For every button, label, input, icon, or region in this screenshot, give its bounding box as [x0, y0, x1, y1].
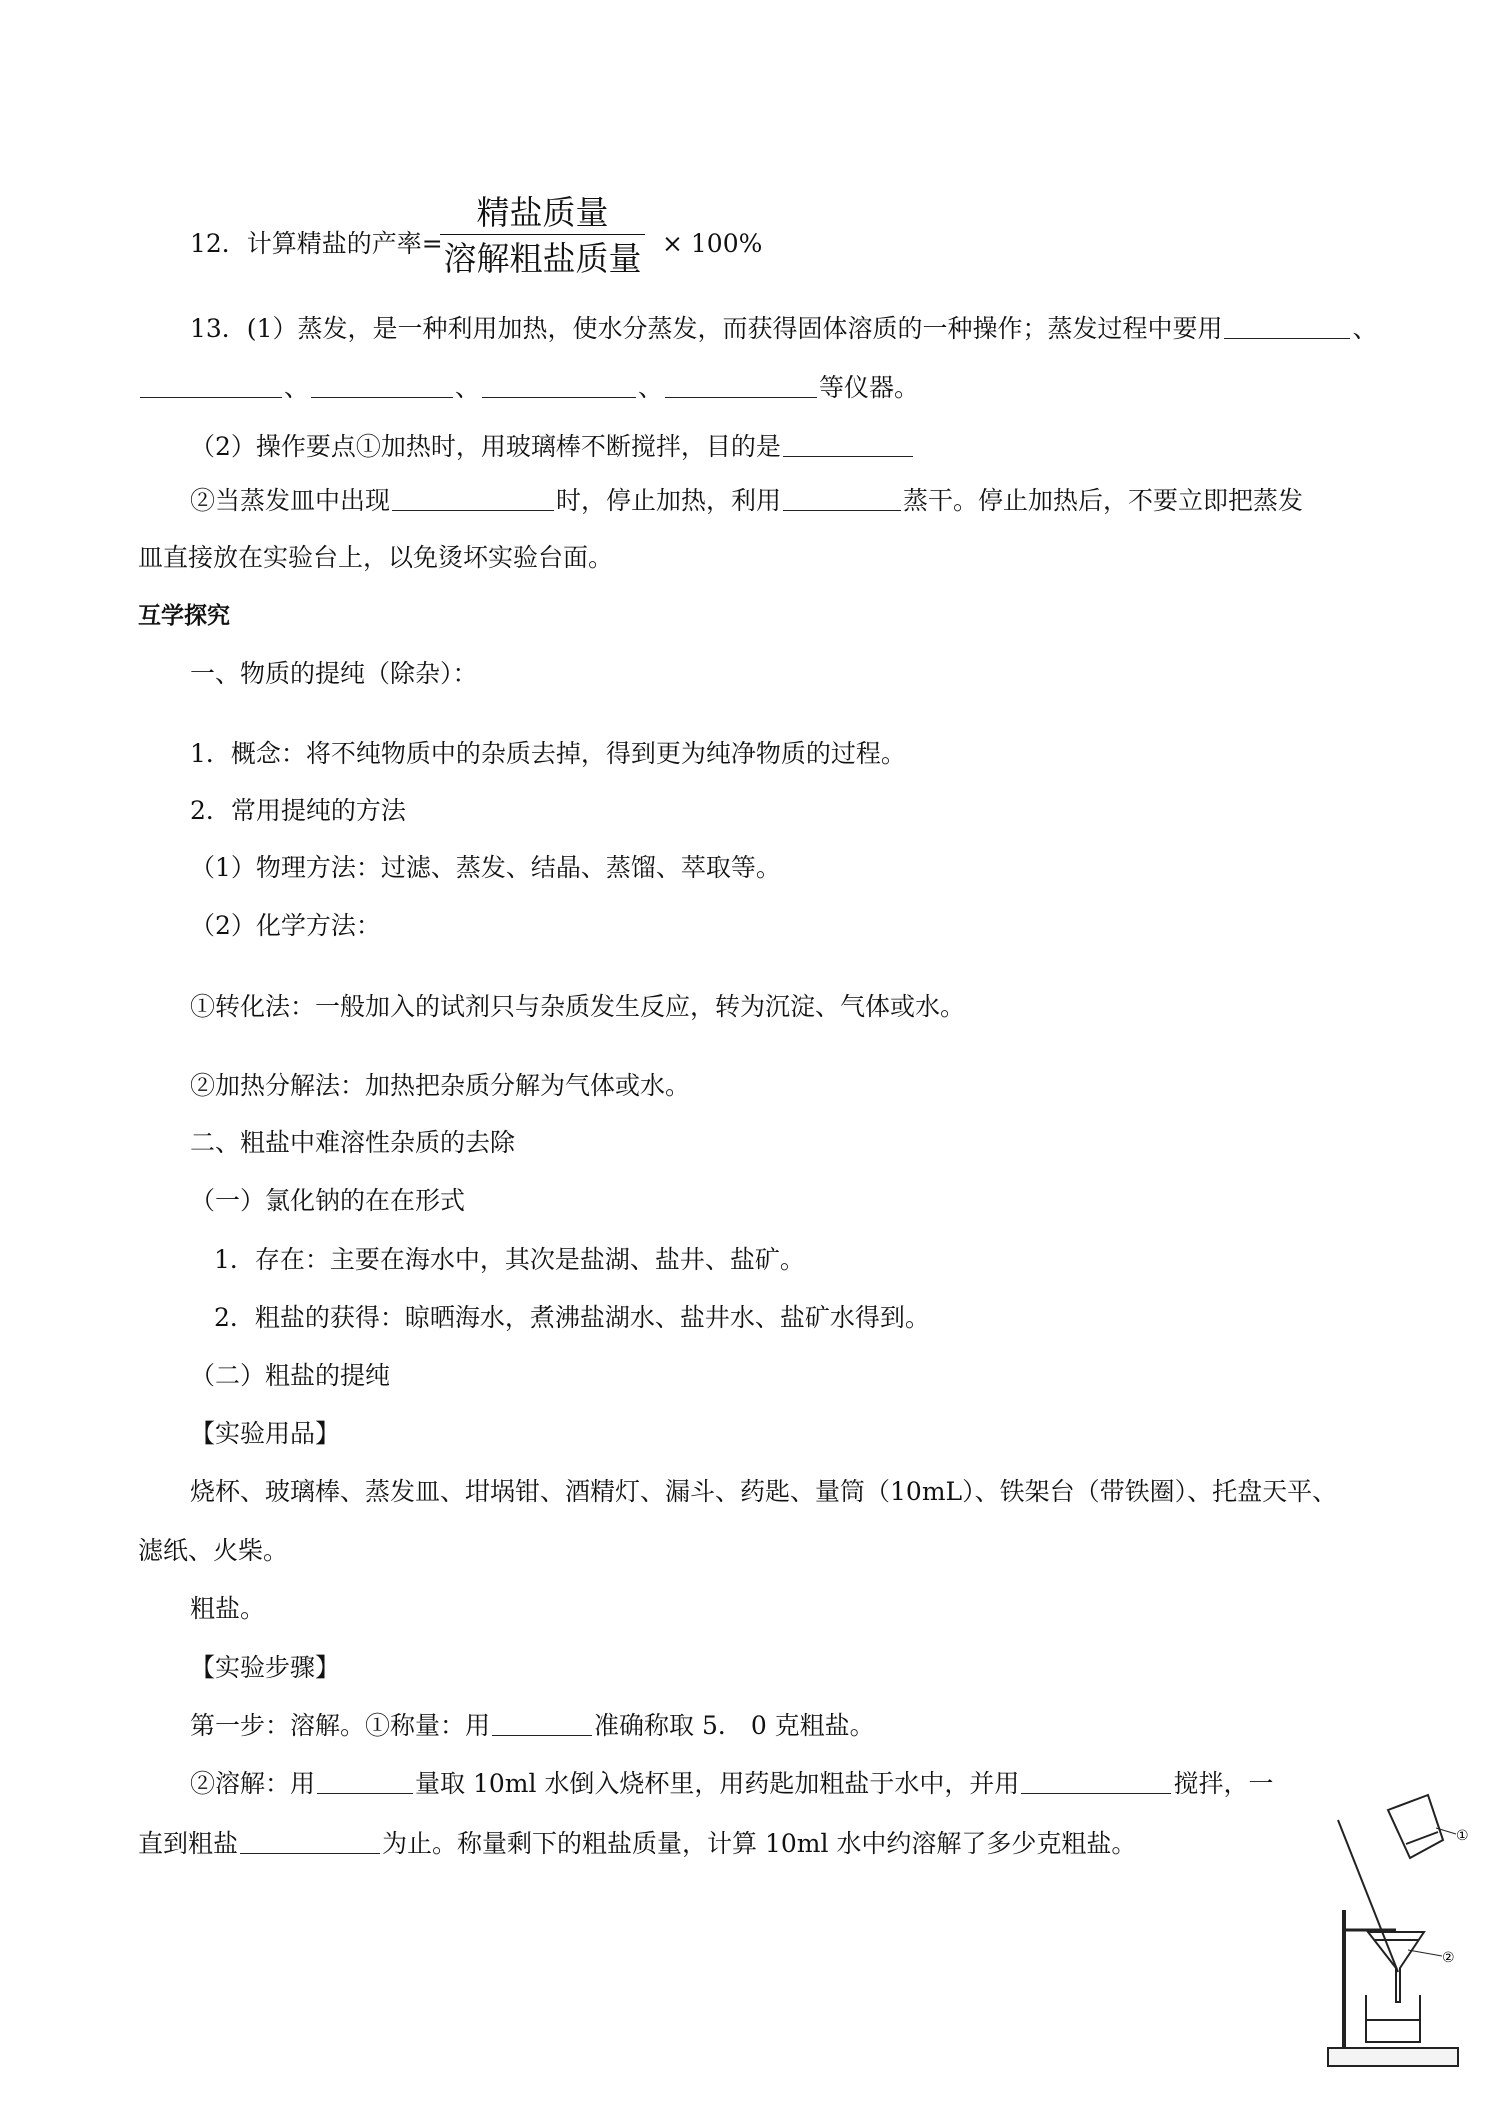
blank: [492, 1734, 592, 1736]
q13-p3-line2: 皿直接放在实验台上，以免烫坏实验台面。: [138, 543, 614, 572]
step1: [190, 1713, 875, 1738]
blank: [392, 509, 554, 511]
punct: 、: [638, 373, 664, 402]
receiving-beaker: [1366, 1995, 1420, 2042]
q13-line2: [138, 375, 919, 400]
blank: [1021, 1792, 1171, 1794]
fraction-bar: [440, 234, 645, 235]
s1-physical: （1）物理方法：过滤、蒸发、结晶、蒸馏、萃取等。: [190, 853, 781, 882]
blank: [783, 509, 901, 511]
s1-title: 一、物质的提纯（除杂）：: [190, 659, 478, 688]
blank: [317, 1792, 413, 1794]
s1-convert: ①转化法：一般加入的试剂只与杂质发生反应，转为沉淀、气体或水。: [190, 992, 966, 1021]
q13-p3: [190, 488, 1303, 513]
blank: [240, 1852, 380, 1854]
yield-fraction: [440, 193, 645, 278]
s2-title: 二、粗盐中难溶性杂质的去除: [190, 1128, 516, 1157]
q12-suffix: × 100%: [662, 229, 763, 258]
step1-b: 准确称取 5． 0 克粗盐。: [594, 1711, 875, 1740]
step1-a: 第一步：溶解。①称量：用: [190, 1711, 491, 1740]
steps-title: 【实验步骤】: [190, 1653, 341, 1682]
items-line2: 滤纸、火柴。: [138, 1536, 289, 1565]
punct: 、: [455, 373, 481, 402]
s1-chemical: （2）化学方法：: [190, 911, 381, 940]
blank: [665, 396, 817, 398]
blank: [783, 455, 913, 457]
fraction-numerator: 精盐质量: [476, 193, 609, 232]
glass-rod: [1338, 1820, 1398, 1972]
salt: 粗盐。: [190, 1594, 266, 1623]
dissolve-b: 量取 10ml 水倒入烧杯里，用药匙加粗盐于水中，并用: [415, 1769, 1020, 1798]
q13-p1-text: 13．(1）蒸发，是一种利用加热，使水分蒸发，而获得固体溶质的一种操作；蒸发过程中要用: [190, 314, 1223, 343]
punct: 、: [284, 373, 310, 402]
pouring-beaker: [1388, 1795, 1443, 1858]
dissolve-line2: [138, 1831, 1136, 1856]
q12-prefix: 12．计算精盐的产率=: [190, 229, 443, 258]
q13-p3-b: 时，停止加热，利用: [556, 486, 782, 515]
blank: [482, 396, 636, 398]
fraction-denominator: 溶解粗盐质量: [443, 239, 642, 278]
s1-decompose: ②加热分解法：加热把杂质分解为气体或水。: [190, 1071, 691, 1100]
q13-p2-text: （2）操作要点①加热时，用玻璃棒不断搅拌，目的是: [190, 432, 781, 461]
funnel: [1368, 1932, 1424, 2002]
blank: [1224, 337, 1350, 339]
punct: 、: [1352, 314, 1378, 343]
filtration-apparatus-figure: [1318, 1780, 1470, 2090]
label-2: ②: [1442, 1950, 1455, 1966]
section-title: 互学探究: [138, 603, 230, 629]
q13-p2: [190, 434, 915, 459]
label-1: ①: [1456, 1828, 1469, 1844]
s2-sub1: （一）氯化钠的在在形式: [190, 1186, 466, 1215]
s1-concept: 1．概念：将不纯物质中的杂质去掉，得到更为纯净物质的过程。: [190, 739, 906, 768]
q13-p3-a: ②当蒸发皿中出现: [190, 486, 391, 515]
s2-sub2: （二）粗盐的提纯: [190, 1361, 391, 1390]
s1-methods: 2．常用提纯的方法: [190, 796, 406, 825]
dissolve: [190, 1771, 1273, 1796]
dissolve-line2-a: 直到粗盐: [138, 1829, 239, 1858]
s2-obtain: 2．粗盐的获得：晾晒海水，煮沸盐湖水、盐井水、盐矿水得到。: [214, 1303, 930, 1332]
items-line1: 烧杯、玻璃棒、蒸发皿、坩埚钳、酒精灯、漏斗、药匙、量筒（10mL）、铁架台（带铁圈）、托盘天平、: [190, 1477, 1338, 1506]
items-title: 【实验用品】: [190, 1419, 341, 1448]
q13-line1: [190, 316, 1378, 341]
dissolve-c: 搅拌，一: [1173, 1769, 1274, 1798]
q13-line2-end: 等仪器。: [819, 373, 920, 402]
blank: [311, 396, 453, 398]
q13-p3-c: 蒸干。停止加热后，不要立即把蒸发: [903, 486, 1304, 515]
blank: [140, 396, 282, 398]
stand-base: [1328, 2048, 1458, 2066]
dissolve-a: ②溶解：用: [190, 1769, 316, 1798]
dissolve-line2-b: 为止。称量剩下的粗盐质量，计算 10ml 水中约溶解了多少克粗盐。: [382, 1829, 1137, 1858]
s2-exist: 1．存在：主要在海水中，其次是盐湖、盐井、盐矿。: [214, 1245, 805, 1274]
